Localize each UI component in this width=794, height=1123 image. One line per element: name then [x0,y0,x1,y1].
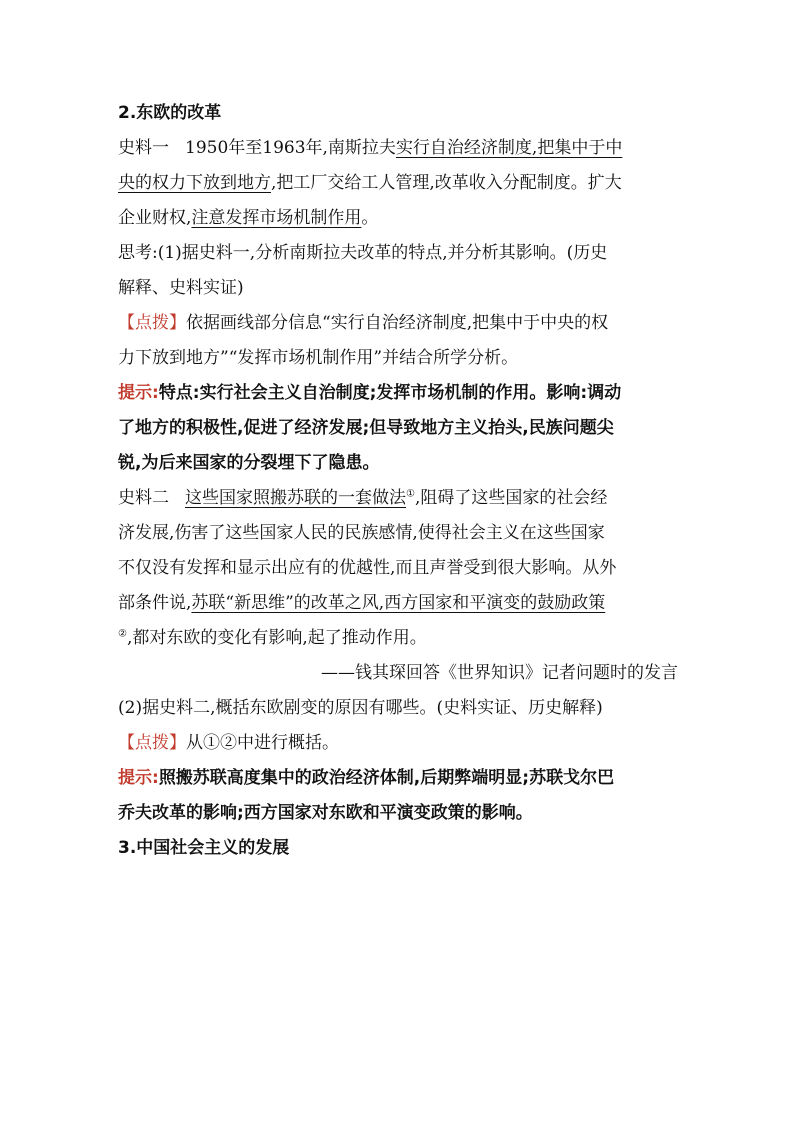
footnote-marker: ① [406,488,415,500]
source-text: 不仅没有发挥和显示出应有的优越性,而且声誉受到很大影响。从外 [118,558,617,578]
source-text: ,把工厂交给工人管理,改革收入分配制度。扩大 [271,173,622,193]
source-text: 企业财权, [118,208,192,228]
underlined-text: 注意发挥市场机制作用 [191,208,362,228]
tip-text: 力下放到地方”“发挥市场机制作用”并结合所学分析。 [118,348,519,368]
answer-text: 乔夫改革的影响;西方国家对东欧和平演变政策的影响。 [118,803,533,823]
tip-text: 依据画线部分信息“实行自治经济制度,把集中于中央的权 [186,313,609,333]
source-text: 1950年至1963年,南斯拉夫 [185,138,396,158]
tip-label: 【点拨】 [118,733,186,753]
answer-text: 照搬苏联高度集中的政治经济体制,后期弊端明显;苏联戈尔巴 [158,768,615,788]
tip-label: 【点拨】 [118,313,186,333]
footnote-marker: ② [118,628,127,640]
section-heading-china: 3.中国社会主义的发展 [118,838,290,858]
source-text: 部条件说, [118,593,192,613]
document-page [118,96,678,866]
answer-1 [118,376,678,481]
underlined-text: 央的权力下放到地方 [118,173,271,193]
source-text: 济发展,伤害了这些国家人民的民族感情,使得社会主义在这些国家 [118,523,605,543]
question-text: 思考:(1)据史料一,分析南斯拉夫改革的特点,并分析其影响。(历史 [118,243,608,263]
question-1 [118,236,678,306]
question-text: 解释、史料实证) [118,278,244,298]
tip-1 [118,306,678,376]
source-material-1 [118,131,678,236]
answer-text: 特点:实行社会主义自治制度;发挥市场机制的作用。影响:调动 [158,383,622,403]
underlined-text: 苏联“新思维”的改革之风,西方国家和平演变的鼓励政策 [191,593,606,613]
section-heading-eastern-europe: 2.东欧的改革 [118,103,222,123]
source-label: 史料二 [118,488,169,508]
underlined-text: 实行自治经济制度,把集中于中 [395,138,623,158]
source-text: 。 [361,208,379,228]
source-label: 史料一 [118,138,169,158]
answer-label: 提示: [118,768,159,788]
source-attribution: ——钱其琛回答《世界知识》记者问题时的发言 [321,663,678,683]
answer-label: 提示: [118,383,159,403]
answer-text: 锐,为后来国家的分裂埋下了隐患。 [118,453,380,473]
answer-2 [118,761,678,831]
tip-2 [118,726,678,761]
underlined-text: 这些国家照搬苏联的一套做法 [185,488,406,508]
source-material-2 [118,481,678,691]
question-2: (2)据史料二,概括东欧剧变的原因有哪些。(史料实证、历史解释) [118,698,603,718]
source-text: ,都对东欧的变化有影响,起了推动作用。 [126,628,427,648]
source-text: ,阻碍了这些国家的社会经 [414,488,608,508]
answer-text: 了地方的积极性,促进了经济发展;但导致地方主义抬头,民族问题尖 [118,418,614,438]
tip-text: 从①②中进行概括。 [186,733,339,753]
